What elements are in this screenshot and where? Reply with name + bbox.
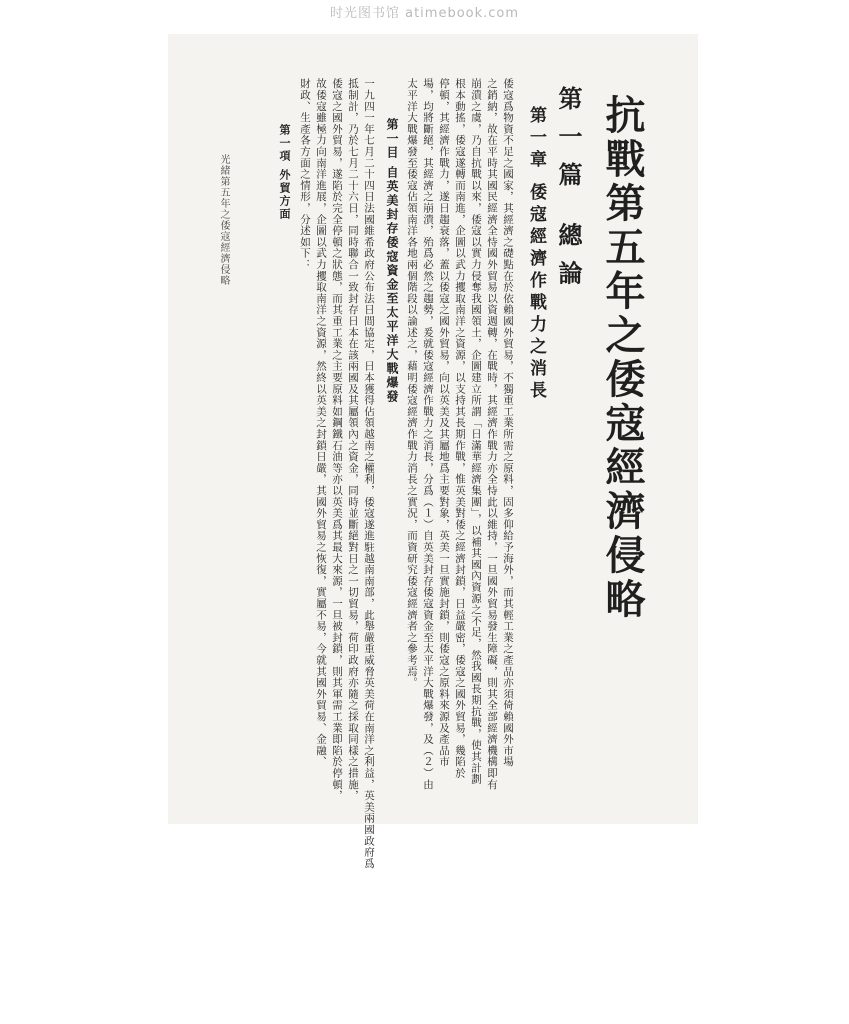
- body-line: 場，均將斷絕，其經濟之崩潰，殆爲必然之趨勢，爰就倭寇經濟作戰力之消長，分爲（１）自英美封存倭寇資金至太平洋大戰爆發，及（２）由: [422, 78, 434, 790]
- running-footer: 光緒第五年之倭寇經濟侵略: [218, 154, 229, 286]
- body-line: 停頓，其經濟作戰力，遂日趨衰落，蓋以倭寇之國外貿易，向以英美及其屬地爲主要對象，英美一旦實施封鎖，則倭寇之原料來源及產品市: [438, 78, 450, 768]
- body-line: 故倭寇雖極力向南洋進展，企圖以武力攫取南洋之資源，然終以英美之封鎖日嚴，其國外貿易之恢復，實屬不易，今就其國外貿易、金融、: [315, 78, 327, 768]
- body-line: 根本動搖，倭寇遂轉而南進，企圖以武力攫取南洋之資源，以支持其長期作戰，惟英美對倭之經濟封鎖，日益嚴密，倭寇之國外貿易，幾陷於: [454, 78, 466, 779]
- item-heading: 第一項 外貿方面: [278, 124, 291, 221]
- body-line: 抵制計，乃於七月二十六日，同時聯合一致封存日本在該兩國及其屬領內之資金，同時並斷絕對日之一切貿易，荷印政府亦隨之採取同樣之措施，: [347, 78, 359, 802]
- book-title: 抗戰第五年之倭寇經濟侵略: [599, 94, 646, 622]
- chapter-heading: 第一章 倭寇經濟作戰力之消長: [526, 106, 546, 403]
- part-heading: 第一篇 總論: [554, 86, 583, 299]
- body-line: 財政、生產各方面之情形，分述如下：: [299, 78, 311, 271]
- body-line: 太平洋大戰爆發至倭寇佔領南洋各地兩個階段以論述之，藉明倭寇經濟作戰力消長之實況，而資研究倭寇經濟者之參考焉。: [406, 78, 418, 689]
- section-heading: 第一目 自英美封存倭寇資金至太平洋大戰爆發: [385, 118, 399, 405]
- body-line: 倭寇爲物資不足之國家，其經濟之礎點在於依賴國外貿易，不獨重工業所需之原料，固多仰給予海外，而其輕工業之產品亦須倚賴國外市場: [502, 78, 514, 768]
- body-line: 一九四一年七月二十四日法國維希政府公布法日間協定，日本獲得佔領越南之權利，倭寇遂進駐越南南部，此舉嚴重威脅英美荷在南洋之利益，英美兩國政府爲: [363, 78, 375, 869]
- site-watermark: 时光图书馆 atimebook.com: [329, 6, 520, 21]
- body-line: 之銷納，故在平時其國民經濟全恃國外貿易以資週轉，在戰時，其經濟作戰力亦全恃此以維持，一旦國外貿易發生障礙，則其全部經濟機構即有: [486, 78, 498, 790]
- body-line: 倭寇之國外貿易，遂陷於完全停頓之狀態，而其重工業之主要原料如鋼鐵石油等亦以英美爲其最大來源，一旦被封鎖，則其軍需工業即陷於停頓，: [331, 78, 343, 802]
- body-line: 崩潰之虞，乃自抗戰以來，倭寇以實力侵奪我國領土，企圖建立所謂「日滿華經濟集團」，以補其國內資源之不足，然我國長期抗戰，使其計劃: [470, 78, 482, 785]
- scanned-page: [168, 34, 698, 869]
